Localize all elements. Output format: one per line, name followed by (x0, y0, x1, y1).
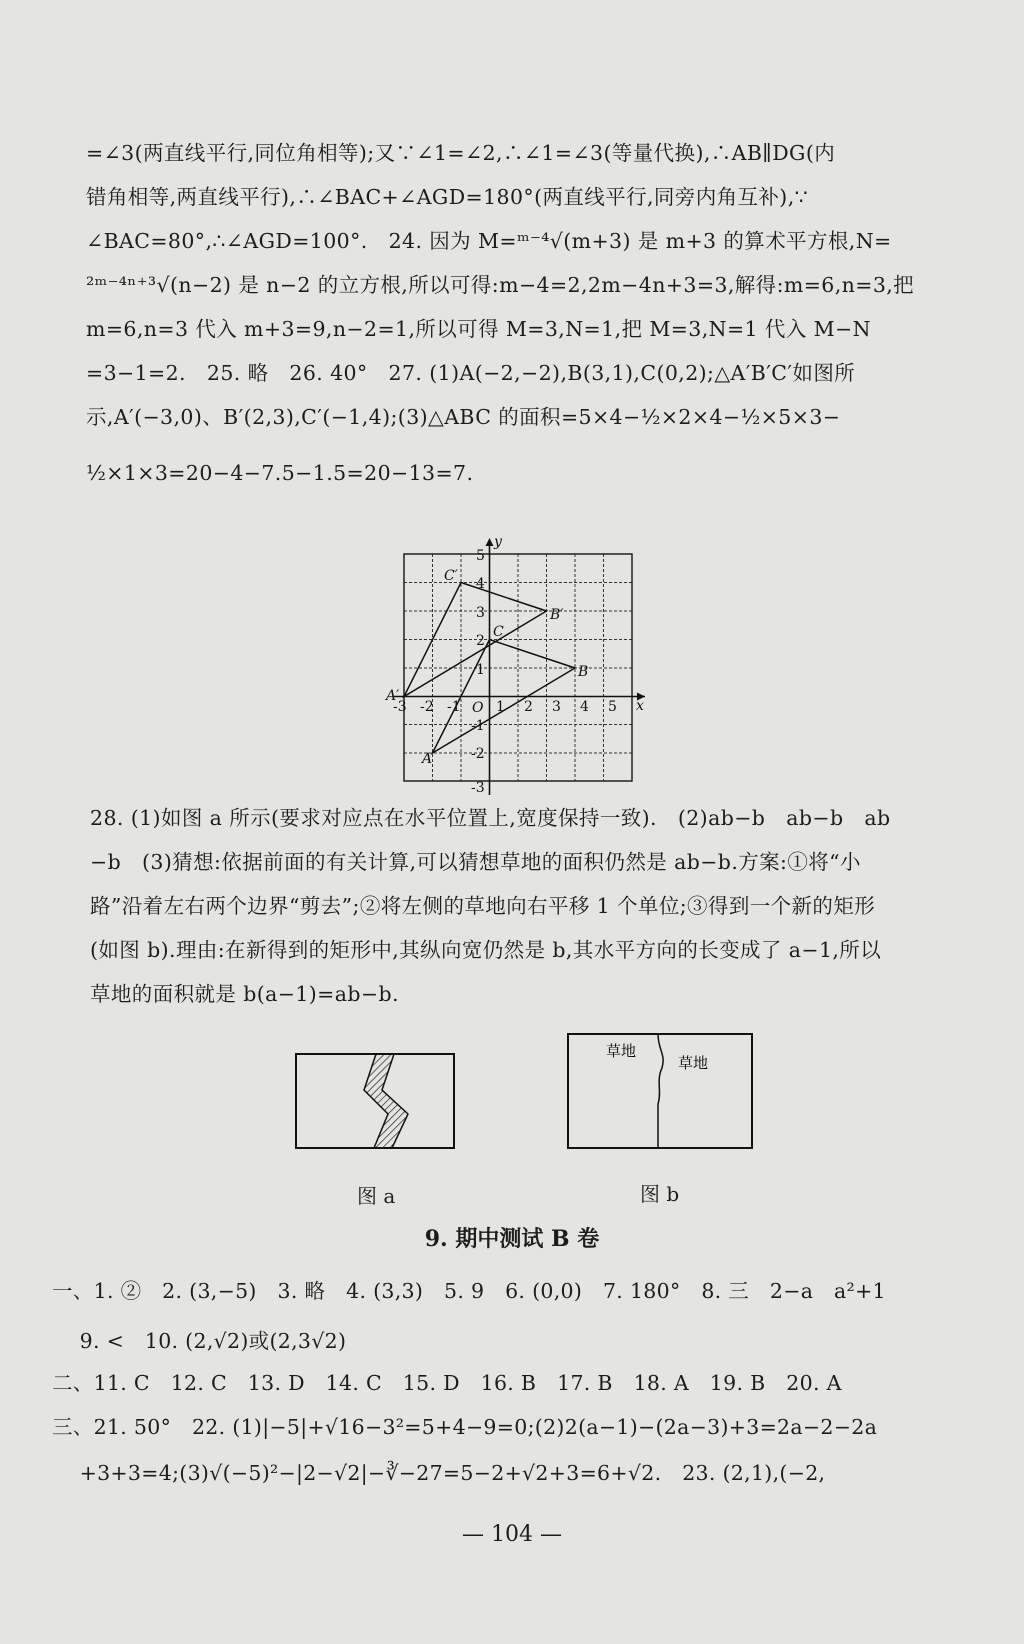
section-title: 9. 期中测试 B 卷 (424, 1226, 600, 1252)
point-label-b-prime: B′ (550, 607, 564, 623)
point-label-a-prime: A′ (386, 688, 400, 704)
x-tick-label: 1 (496, 699, 505, 715)
text-line: −b (3)猜想:依据前面的有关计算,可以猜想草地的面积仍然是 ab−b.方案:①将“小 (90, 850, 861, 874)
answer-row: 一、1. ② 2. (3,−5) 3. 略 4. (3,3) 5. 9 6. (0,0) 7. 180° 8. 三 2−a a²+1 (52, 1279, 886, 1303)
answer-row: 9. < 10. (2,√2)或(2,3√2) (52, 1329, 347, 1353)
text-line: =∠3(两直线平行,同位角相等);又∵∠1=∠2,∴∠1=∠3(等量代换),∴AB∥DG(内 (86, 141, 836, 165)
point-label-b: B (578, 664, 589, 680)
x-tick-label: 3 (552, 699, 561, 715)
y-tick-label: 1 (476, 662, 485, 678)
y-tick-label: -3 (471, 780, 485, 796)
text-line: ²ᵐ⁻⁴ⁿ⁺³√(n−2) 是 n−2 的立方根,所以可得:m−4=2,2m−4n+3=3,解得:m=6,n=3,把 (86, 273, 915, 297)
answer-block-23-27 (86, 131, 992, 495)
text-line: ∠BAC=80°,∴∠AGD=100°. 24. 因为 M=ᵐ⁻⁴√(m+3) 是 m+3 的算术平方根,N= (86, 229, 892, 253)
answer-row: 三、21. 50° 22. (1)|−5|+√16−3²=5+4−9=0;(2)2(a−1)−(2a−3)+3=2a−2−2a (52, 1415, 878, 1439)
text-line: 路”沿着左右两个边界“剪去”;②将左侧的草地向右平移 1 个单位;③得到一个新的矩形 (90, 894, 876, 918)
answer-row: +3+3=4;(3)√(−5)²−|2−√2|−∛−27=5−2+√2+3=6+√2. 23. (2,1),(−2, (52, 1461, 826, 1485)
y-tick-label: 3 (476, 605, 485, 621)
figure-a (294, 1052, 458, 1152)
y-tick-label: 5 (476, 548, 485, 564)
y-tick-label: 2 (476, 633, 485, 649)
point-label-c: C (493, 624, 504, 640)
answer-row: 二、11. C 12. C 13. D 14. C 15. D 16. B 17. B 18. A 19. B 20. A (52, 1371, 842, 1395)
text-line: ½×1×3=20−4−7.5−1.5=20−13=7. (86, 461, 474, 485)
figure-a-caption: 图 a (357, 1184, 396, 1208)
grass-label-right: 草地 (678, 1054, 709, 1072)
text-line: m=6,n=3 代入 m+3=9,n−2=1,所以可得 M=3,N=1,把 M=3,N=1 代入 M−N (86, 317, 871, 341)
text-line: (如图 b).理由:在新得到的矩形中,其纵向宽仍然是 b,其水平方向的长变成了 a−1,所以 (90, 938, 882, 962)
coordinate-grid-figure (380, 530, 660, 800)
point-label-c-prime: C′ (444, 568, 458, 584)
text-line: 错角相等,两直线平行),∴∠BAC+∠AGD=180°(两直线平行,同旁内角互补),∵ (86, 185, 809, 209)
y-tick-label: -2 (471, 746, 485, 762)
origin-label: O (472, 700, 484, 716)
point-label-a: A (422, 751, 433, 767)
answer-block-28 (90, 796, 992, 1016)
x-tick-label: -1 (447, 699, 461, 715)
figure-b-caption: 图 b (640, 1182, 680, 1206)
text-line: 示,A′(−3,0)、B′(2,3),C′(−1,4);(3)△ABC 的面积=5×4−½×2×4−½×5×3− (86, 405, 841, 429)
y-tick-label: -1 (471, 718, 485, 734)
page-number: — 104 — (462, 1522, 562, 1547)
x-axis-label: x (636, 698, 644, 714)
x-tick-label: 2 (524, 699, 533, 715)
divider-curve (658, 1034, 663, 1148)
path-strip (364, 1054, 408, 1148)
y-tick-label: 4 (476, 576, 485, 592)
x-tick-label: -3 (393, 699, 407, 715)
text-line: 草地的面积就是 b(a−1)=ab−b. (90, 982, 399, 1006)
text-line: 28. (1)如图 a 所示(要求对应点在水平位置上,宽度保持一致). (2)ab−b ab−b ab (90, 806, 891, 830)
x-tick-label: -2 (420, 699, 434, 715)
grass-label-left: 草地 (606, 1042, 637, 1060)
text-line: =3−1=2. 25. 略 26. 40° 27. (1)A(−2,−2),B(3,1),C(0,2);△A′B′C′如图所 (86, 361, 856, 385)
x-tick-label: 4 (580, 699, 589, 715)
x-tick-label: 5 (608, 699, 617, 715)
y-axis-label: y (494, 534, 502, 550)
figure-b (566, 1032, 756, 1150)
